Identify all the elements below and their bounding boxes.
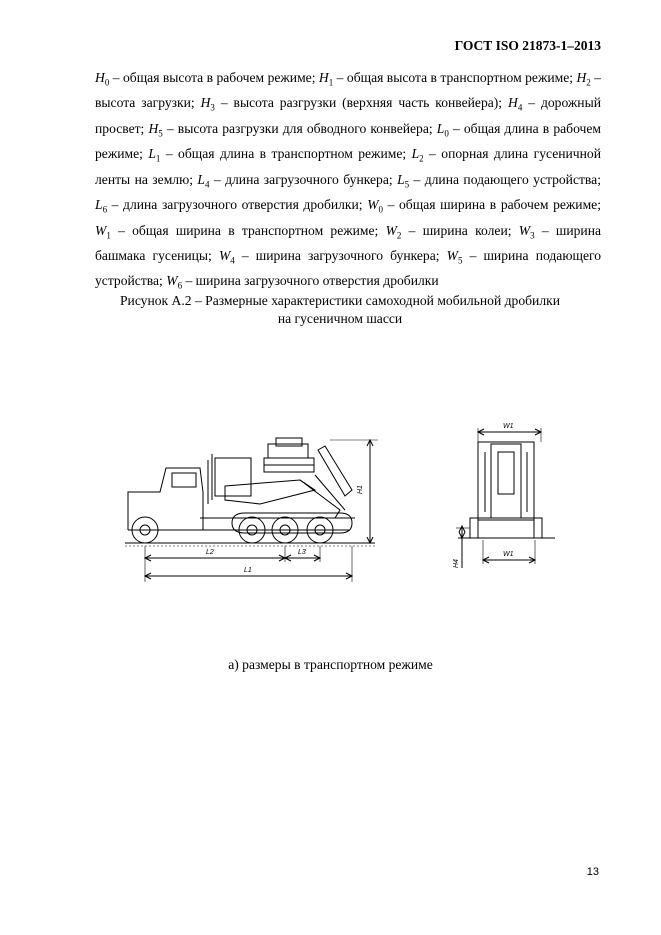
legend-entry — [218, 247, 447, 266]
legend-description: – высота разгрузки (верхняя часть конвейера); — [214, 95, 508, 111]
legend-entry — [148, 146, 412, 164]
legend-description: – общая ширина в транспортном режиме; — [110, 222, 386, 238]
legend-symbol: H — [148, 120, 159, 136]
legend-entry — [95, 222, 386, 241]
cab-window — [172, 473, 196, 487]
legend-symbol: W — [446, 247, 458, 263]
legend-symbol: W — [385, 222, 397, 238]
legend-symbol: H — [508, 95, 518, 111]
figure-drawing — [0, 400, 661, 600]
legend-subscript: 3 — [210, 103, 215, 114]
legend-subscript: 0 — [378, 204, 384, 215]
legend-description: – дорожный просвет; — [95, 95, 601, 136]
discharge-arm — [318, 446, 352, 496]
engine-block — [215, 458, 251, 496]
legend-symbol: L — [436, 120, 445, 136]
legend-subscript: 6 — [177, 281, 183, 292]
legend-symbol: L — [148, 146, 156, 162]
legend-symbol: L — [397, 171, 405, 187]
legend-description: – ширина подающего устройства; — [95, 247, 602, 289]
legend-description: – общая высота в транспортном режиме; — [333, 70, 577, 85]
legend-subscript: 4 — [230, 255, 235, 266]
legend-description: – общая длина в рабочем режиме; — [95, 120, 601, 162]
caption-line-2: на гусеничном шасси — [277, 311, 403, 326]
legend-entry — [200, 95, 508, 114]
legend-subscript: 4 — [517, 103, 523, 114]
legend-entry — [385, 222, 519, 241]
legend-symbol: L — [95, 197, 103, 213]
legend-subscript: 4 — [204, 179, 210, 190]
legend-entry — [367, 197, 601, 215]
label-l3: L3 — [298, 549, 306, 556]
legend-entry — [397, 171, 601, 190]
label-h4: H4 — [453, 559, 460, 568]
legend-description: – высота загрузки; — [95, 70, 602, 111]
figure-subcaption: а) размеры в транспортном режиме — [228, 657, 433, 672]
legend-subscript: 0 — [104, 77, 110, 88]
truck-cab — [128, 468, 203, 530]
front-view-body — [478, 442, 534, 520]
legend-symbol: W — [166, 273, 178, 289]
figure-caption — [70, 292, 610, 328]
conveyor — [225, 480, 315, 504]
legend-subscript: 6 — [102, 204, 108, 215]
legend-symbol: H — [576, 70, 587, 85]
dimension-legend — [95, 68, 601, 297]
legend-subscript: 3 — [530, 230, 535, 241]
legend-description: – длина загрузочного бункера; — [209, 171, 398, 187]
legend-description: – ширина башмака гусеницы; — [95, 222, 601, 263]
legend-description: – длина подающего устройства; — [409, 171, 601, 187]
legend-symbol: L — [197, 171, 205, 187]
legend-description: – общая высота в рабочем режиме; — [109, 70, 319, 85]
legend-description: – ширина загрузочного отверстия дробилки — [182, 273, 439, 289]
legend-subscript: 2 — [396, 230, 402, 241]
caption-line-1: Рисунок А.2 – Размерные характеристики самоходной мобильной дробилки — [119, 293, 560, 308]
legend-description: – общая ширина в рабочем режиме; — [383, 197, 601, 213]
legend-description: – длина загрузочного отверстия дробилки; — [107, 197, 368, 213]
legend-description: – опорная длина гусеничной ленты на землю; — [95, 146, 601, 187]
legend-symbol: H — [318, 70, 329, 85]
legend-symbol: W — [518, 222, 531, 238]
legend-subscript: 1 — [155, 153, 161, 164]
label-l1: L1 — [244, 567, 252, 574]
legend-entry — [95, 197, 368, 215]
legend-subscript: 0 — [444, 128, 449, 139]
label-w1-top: W1 — [503, 423, 514, 430]
legend-symbol: H — [95, 70, 105, 85]
legend-entry — [148, 120, 437, 139]
legend-entry — [197, 171, 398, 190]
label-l2: L2 — [206, 549, 214, 556]
legend-subscript: 5 — [404, 179, 410, 190]
legend-subscript: 2 — [419, 153, 424, 164]
legend-description: – ширина колеи; — [401, 222, 519, 238]
legend-entry — [95, 70, 319, 88]
legend-subscript: 1 — [106, 230, 111, 241]
legend-symbol: L — [411, 146, 420, 162]
front-view-tracks — [470, 518, 542, 538]
legend-description: – высота разгрузки для обводного конвейера; — [162, 120, 437, 136]
legend-symbol: W — [218, 247, 231, 263]
legend-entry — [318, 70, 577, 88]
legend-symbol: W — [95, 222, 107, 238]
label-h1: H1 — [357, 485, 364, 494]
legend-symbol: W — [367, 197, 379, 213]
document-header: ГОСТ ISO 21873-1–2013 — [454, 38, 601, 53]
legend-subscript: 5 — [158, 128, 163, 139]
legend-description: – общая длина в транспортном режиме; — [160, 146, 412, 162]
legend-paragraph — [95, 68, 601, 297]
legend-subscript: 2 — [586, 77, 591, 88]
legend-symbol: H — [200, 95, 211, 111]
legend-subscript: 5 — [457, 255, 463, 266]
legend-subscript: 1 — [328, 77, 334, 88]
legend-entry — [166, 273, 439, 292]
label-w1-bottom: W1 — [503, 551, 514, 558]
page-number: 13 — [586, 866, 599, 878]
legend-description: – ширина загрузочного бункера; — [234, 247, 447, 263]
